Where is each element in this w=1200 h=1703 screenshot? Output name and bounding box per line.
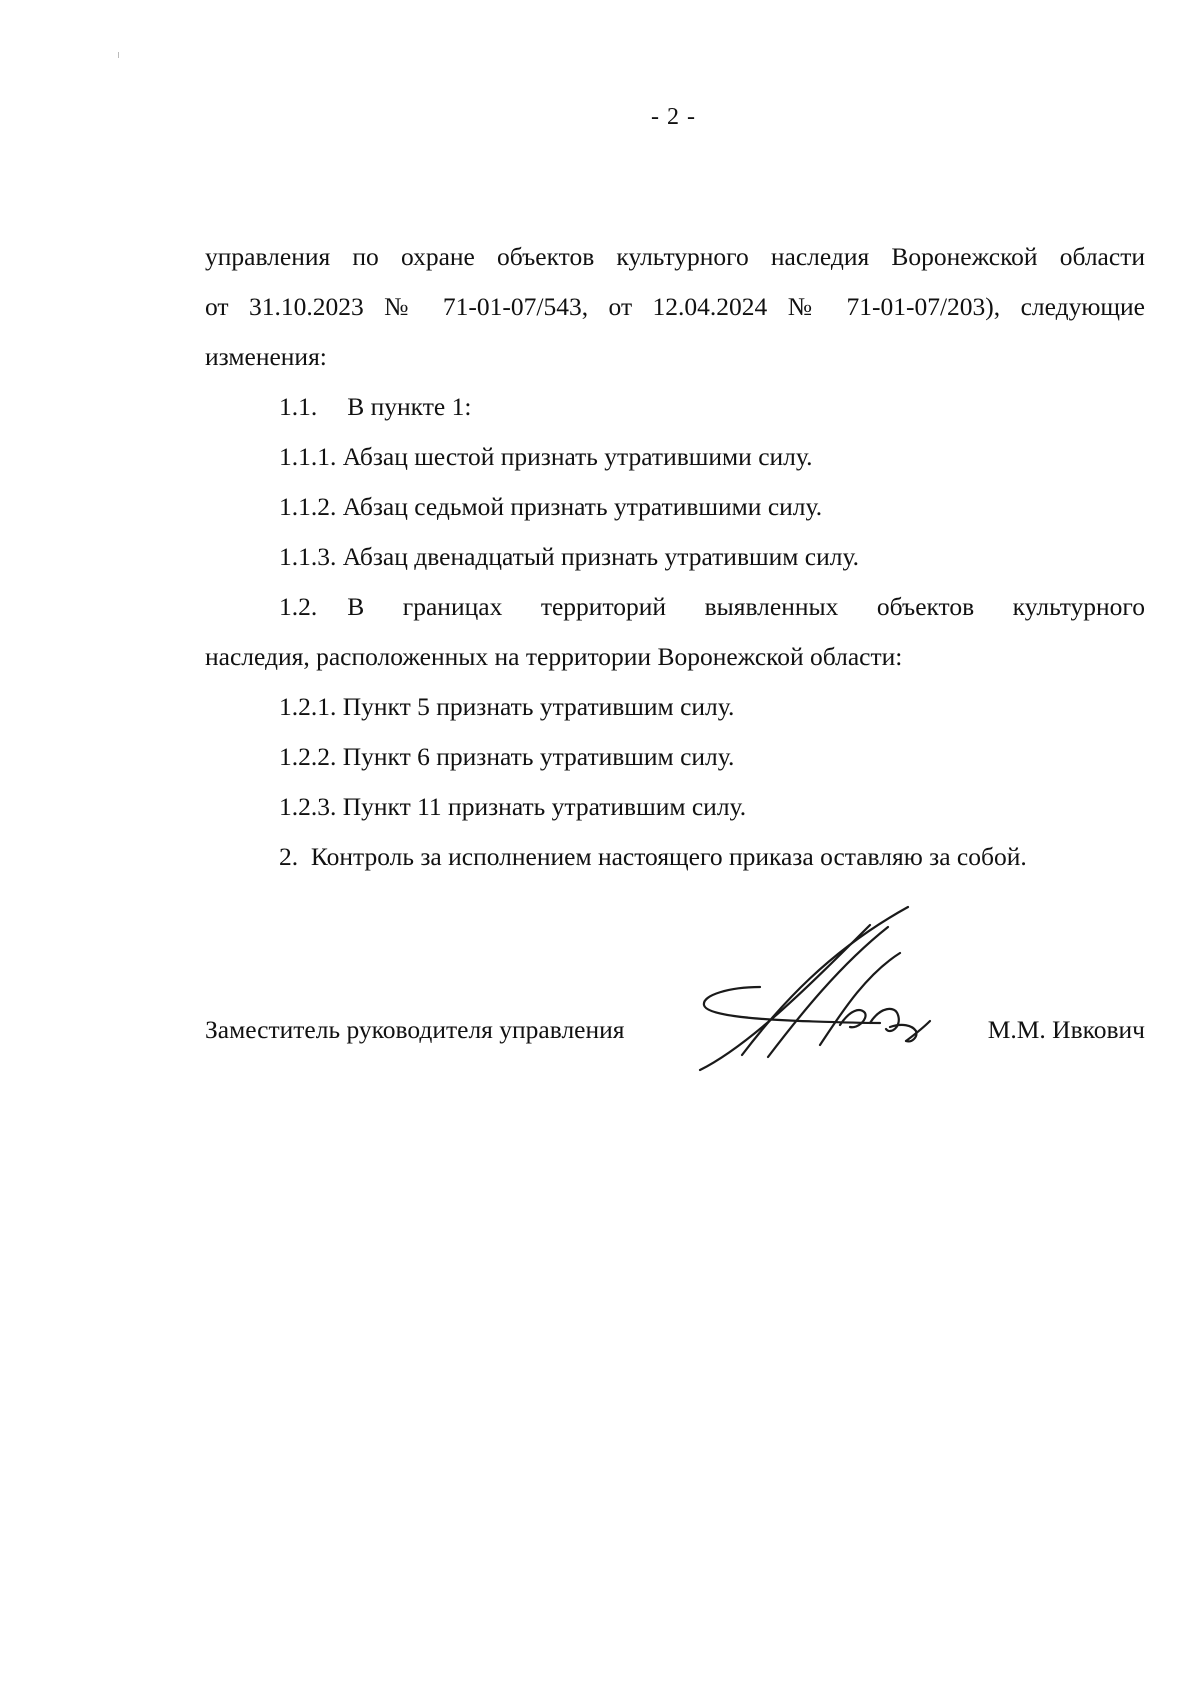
item-text: Контроль за исполнением настоящего приказа оставляю за собой. [310, 842, 1027, 871]
signature-block [205, 1015, 1145, 1075]
item-1-2-line-2: наследия, расположенных на территории Воронежской области: [205, 642, 903, 671]
item-1-2 [205, 582, 1145, 682]
signatory-name: М.М. Ивкович [987, 1015, 1145, 1044]
item-text: В пункте 1: [347, 392, 472, 421]
intro-line-2: от 31.10.2023 № 71-01-07/543, от 12.04.2024 № 71-01-07/203), следующие [205, 292, 1145, 321]
item-2 [205, 832, 1145, 882]
item-number: 2. [279, 842, 299, 871]
item-number: 1.1.2. [279, 492, 337, 521]
item-number: 1.1.1. [279, 442, 337, 471]
item-number: 1.2.2. [279, 742, 337, 771]
scan-mark [118, 52, 119, 58]
item-1-1-1 [205, 432, 1145, 482]
signatory-position: Заместитель руководителя управления [205, 1015, 625, 1044]
document-body [205, 232, 1145, 882]
item-1-2-2 [205, 732, 1145, 782]
item-1-1 [205, 382, 1145, 432]
intro-line-3: изменения: [205, 342, 327, 371]
item-text: Абзац двенадцатый признать утратившим силу. [342, 542, 860, 571]
intro-line-1: управления по охране объектов культурного наследия Воронежской области [205, 242, 1145, 271]
item-1-1-2 [205, 482, 1145, 532]
item-1-1-3 [205, 532, 1145, 582]
intro-paragraph [205, 232, 1145, 382]
item-1-2-1 [205, 682, 1145, 732]
item-text: Пункт 5 признать утратившим силу. [342, 692, 735, 721]
item-number: 1.2.1. [279, 692, 337, 721]
page-number: - 2 - [651, 104, 696, 130]
item-number: 1.1. [279, 392, 318, 421]
item-1-2-3 [205, 782, 1145, 832]
item-text: Абзац седьмой признать утратившими силу. [342, 492, 823, 521]
item-1-2-line-1: В границах территорий выявленных объектов культурного [347, 592, 1145, 621]
item-number: 1.2. [279, 592, 318, 621]
item-text: Пункт 11 признать утратившим силу. [342, 792, 747, 821]
item-number: 1.1.3. [279, 542, 337, 571]
item-text: Абзац шестой признать утратившими силу. [342, 442, 813, 471]
item-number: 1.2.3. [279, 792, 337, 821]
item-text: Пункт 6 признать утратившим силу. [342, 742, 735, 771]
